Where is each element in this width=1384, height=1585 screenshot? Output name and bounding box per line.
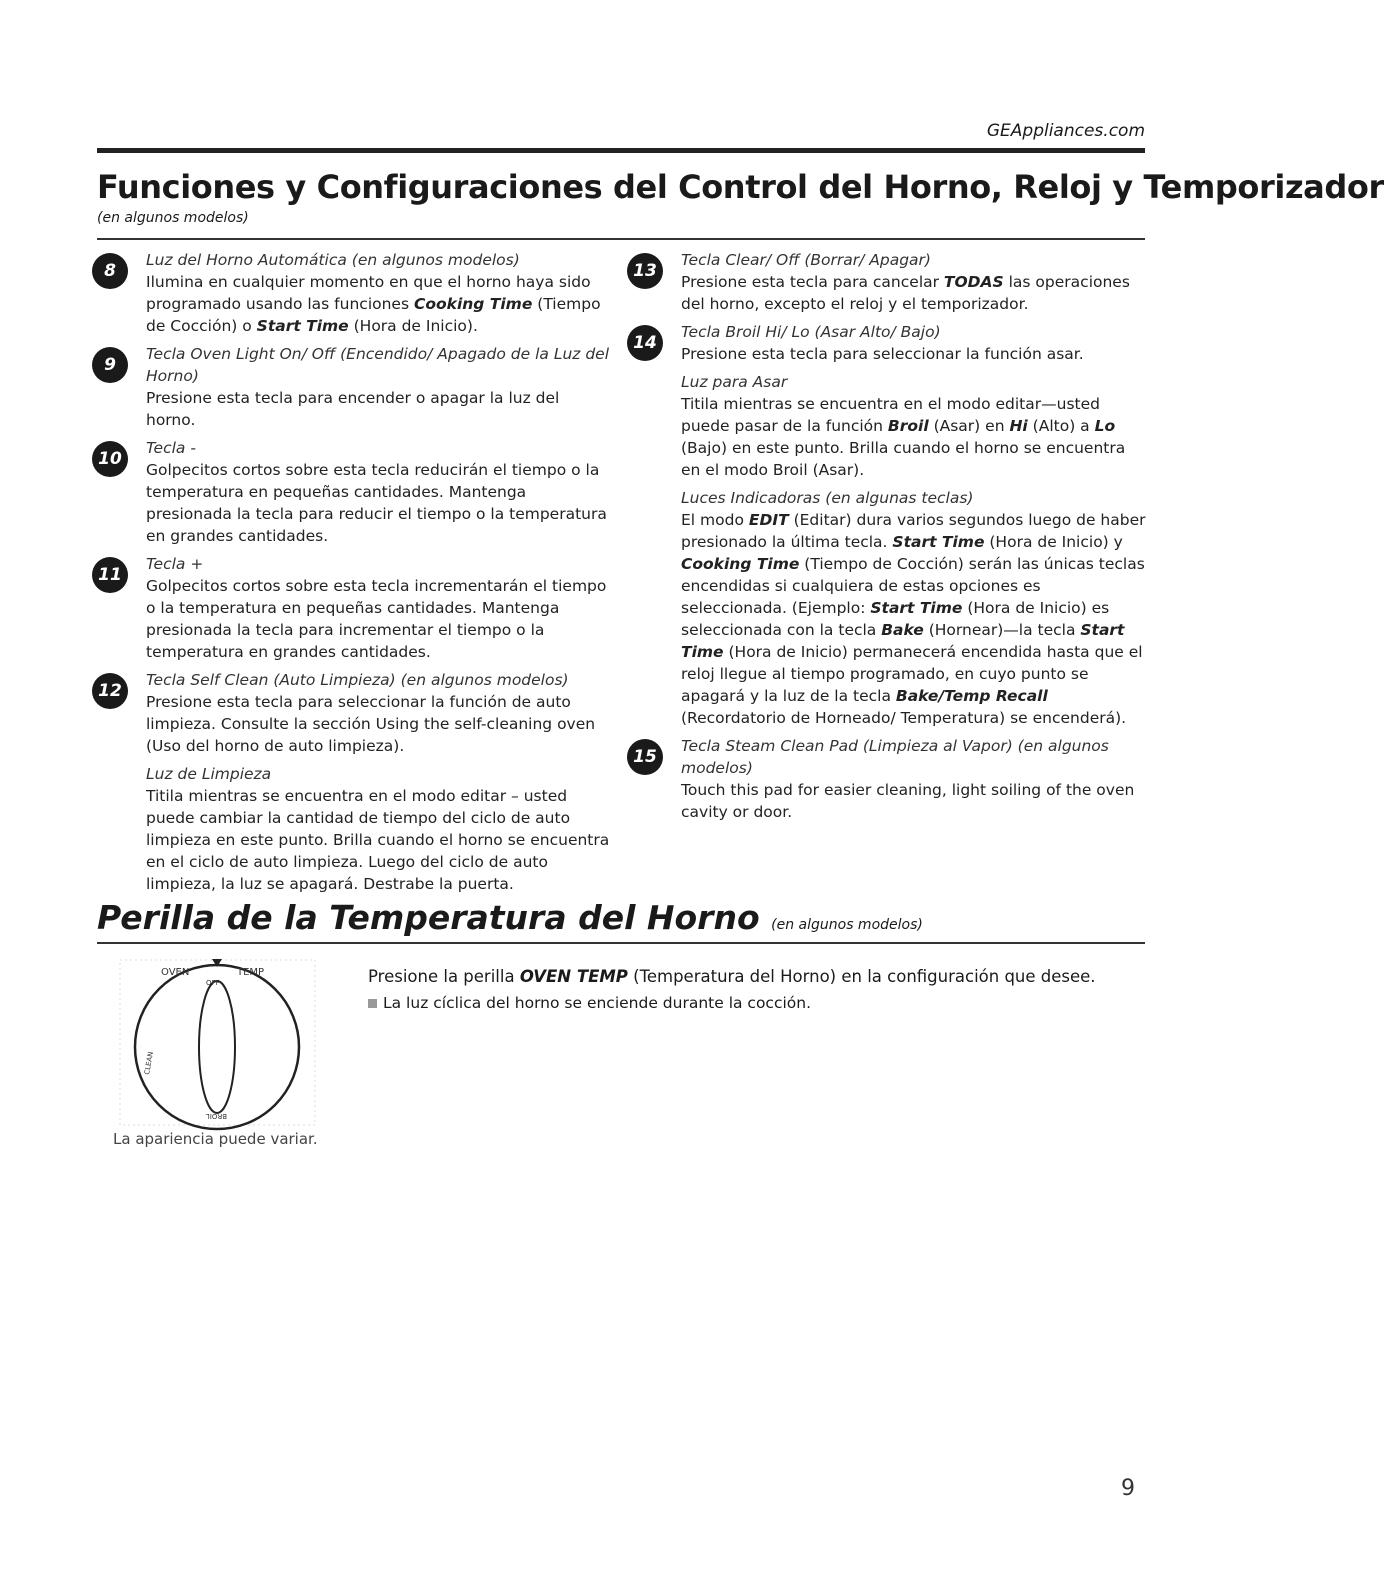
- page-subtitle: (en algunos modelos): [97, 210, 249, 226]
- item-body: Golpecitos cortos sobre esta tecla incrementarán el tiempo o la temperatura en pequeñas cantidades. Mantenga presionada la tecla para incrementar el tiempo o la temperatura en grandes cantidades.: [146, 577, 607, 661]
- item-title: Tecla Steam Clean Pad (Limpieza al Vapor) (en algunos modelos): [681, 737, 1109, 777]
- section-note: (en algunos modelos): [771, 917, 923, 933]
- section-title: Perilla de la Temperatura del Horno (en algunos modelos): [97, 898, 923, 937]
- feature-item-15: [627, 735, 1147, 823]
- label-oven: OVEN: [161, 967, 190, 978]
- feature-item-14: [627, 321, 1147, 729]
- label-clean: CLEAN: [143, 1051, 156, 1076]
- subheading: Luces Indicadoras (en algunas teclas): [681, 489, 974, 507]
- item-body: Touch this pad for easier cleaning, light soiling of the oven cavity or door.: [681, 781, 1135, 821]
- number-badge: 8: [92, 253, 128, 289]
- subheading: Luz para Asar: [681, 373, 788, 391]
- number-badge: 9: [92, 347, 128, 383]
- feature-item-13: [627, 249, 1147, 315]
- label-temp: TEMP: [237, 967, 265, 978]
- sub-body: Titila mientras se encuentra en el modo editar – usted puede cambiar la cantidad de tiempo del ciclo de auto limpieza en este punto. Brilla cuando el horno se encuentra en el ciclo de auto limpieza. Luego del ciclo de auto limpieza, la luz se apagará. Destrabe la puerta.: [146, 787, 610, 893]
- number-badge: 13: [627, 253, 663, 289]
- item-body: Presione esta tecla para encender o apagar la luz del horno.: [146, 389, 560, 429]
- item-body: Presione esta tecla para seleccionar la función asar.: [681, 345, 1084, 363]
- page-number: 9: [1121, 1476, 1135, 1501]
- knob-grip: [199, 981, 235, 1113]
- number-badge: 11: [92, 557, 128, 593]
- feature-item-11: [92, 553, 612, 663]
- item-title: Tecla Oven Light On/ Off (Encendido/ Apagado de la Luz del Horno): [146, 345, 610, 385]
- item-title: Tecla -: [146, 439, 196, 457]
- oven-temp-knob-illustration: [115, 955, 325, 1130]
- item-body: Ilumina en cualquier momento en que el horno haya sido programado usando las funciones Cooking Time (Tiempo de Cocción) o Start Time (Hora de Inicio).: [146, 273, 601, 335]
- sub-body: El modo EDIT (Editar) dura varios segundos luego de haber presionado la última tecla. Start Time (Hora de Inicio) y Cooking Time (Tiempo de Cocción) serán las únicas teclas encendidas si cualquiera de estas opciones es seleccionada. (Ejemplo: Start Time (Hora de Inicio) es seleccionada con la tecla Bake (Hornear)—la tecla Start Time (Hora de Inicio) permanecerá encendida hasta que el reloj llegue al tiempo programado, en cuyo punto se apagará y la luz de la tecla Bake/Temp Recall (Recordatorio de Horneado/ Temperatura) se encenderá).: [681, 511, 1146, 727]
- item-title: Luz del Horno Automática (en algunos modelos): [146, 251, 520, 269]
- knob-dial: [135, 965, 299, 1129]
- feature-item-8: [92, 249, 612, 337]
- item-title: Tecla +: [146, 555, 204, 573]
- item-body: Presione esta tecla para seleccionar la función de auto limpieza. Consulte la sección Using the self-cleaning oven (Uso del horno de auto limpieza).: [146, 693, 596, 755]
- item-title: Tecla Broil Hi/ Lo (Asar Alto/ Bajo): [681, 323, 941, 341]
- knob-instructions: [368, 964, 1128, 1016]
- header-rule: [97, 148, 1145, 153]
- item-body: Golpecitos cortos sobre esta tecla reducirán el tiempo o la temperatura en pequeñas cantidades. Mantenga presionada la tecla para reducir el tiempo o la temperatura en grandes cantidades.: [146, 461, 607, 545]
- item-title: Tecla Clear/ Off (Borrar/ Apagar): [681, 251, 931, 269]
- bullet-icon: [368, 999, 377, 1008]
- subheading: Luz de Limpieza: [146, 765, 272, 783]
- sub-body: Titila mientras se encuentra en el modo editar—usted puede pasar de la función Broil (Asar) en Hi (Alto) a Lo (Bajo) en este punto. Brilla cuando el horno se encuentra en el modo Broil (Asar).: [681, 395, 1126, 479]
- page-title: Funciones y Configuraciones del Control del Horno, Reloj y Temporizador: [97, 168, 1384, 206]
- feature-item-10: [92, 437, 612, 547]
- site-url: GEAppliances.com: [986, 121, 1145, 141]
- number-badge: 15: [627, 739, 663, 775]
- item-title: Tecla Self Clean (Auto Limpieza) (en algunos modelos): [146, 671, 569, 689]
- number-badge: 10: [92, 441, 128, 477]
- right-column: [627, 249, 1147, 829]
- bullet-item: La luz cíclica del horno se enciende durante la cocción.: [368, 990, 1128, 1016]
- number-badge: 14: [627, 325, 663, 361]
- label-broil: BROIL: [205, 1112, 227, 1120]
- item-body: Presione esta tecla para cancelar TODAS las operaciones del horno, excepto el reloj y el temporizador.: [681, 273, 1130, 313]
- title-rule: [97, 238, 1145, 240]
- section-rule: [97, 942, 1145, 944]
- feature-item-9: [92, 343, 612, 431]
- label-off: OFF: [206, 979, 220, 987]
- instruction-text: Presione la perilla OVEN TEMP (Temperatura del Horno) en la configuración que desee.: [368, 967, 1096, 986]
- left-column: [92, 249, 612, 901]
- feature-item-12: [92, 669, 612, 895]
- number-badge: 12: [92, 673, 128, 709]
- knob-caption: La apariencia puede variar.: [113, 1130, 318, 1148]
